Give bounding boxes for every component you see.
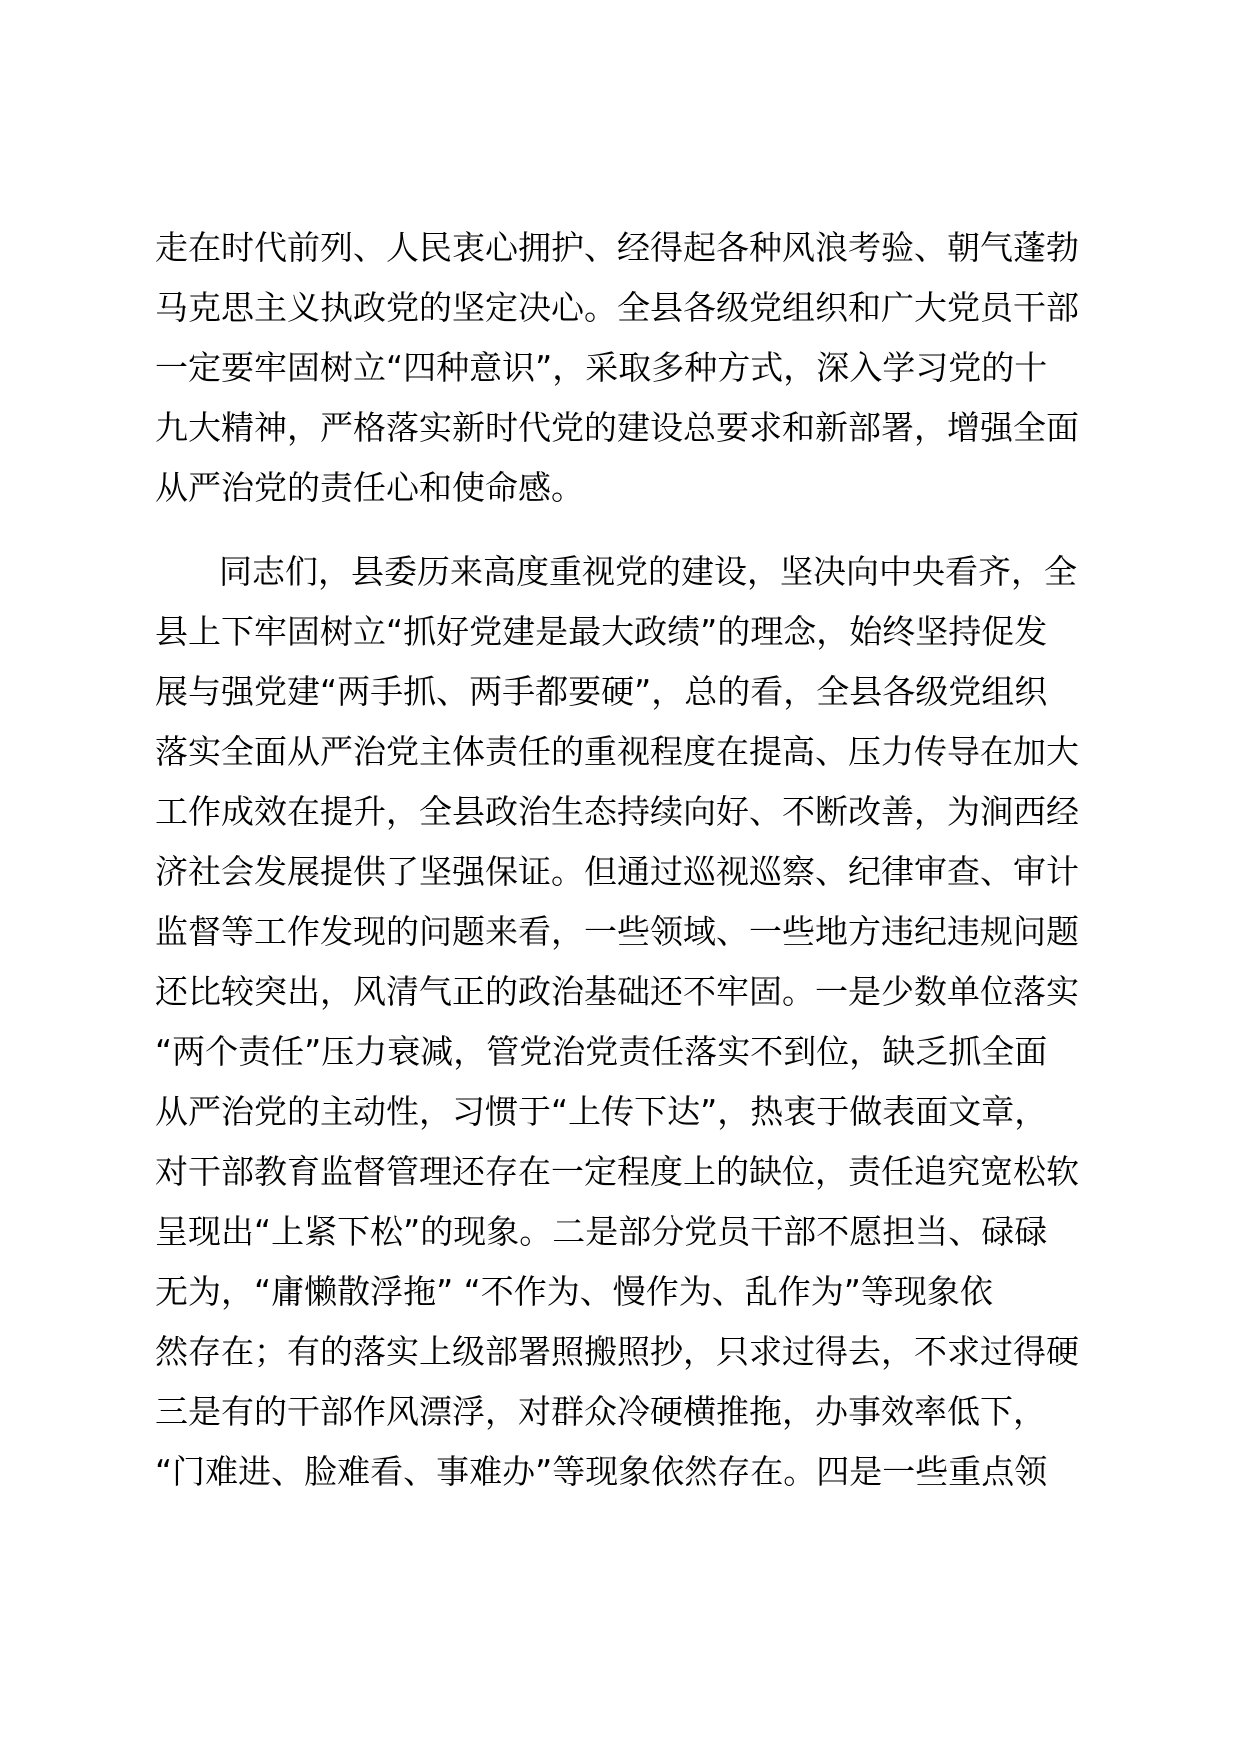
text-line: 从严治党的主动性，习惯于“上传下达”，热衷于做表面文章， [155, 1092, 1048, 1131]
text-line: 济社会发展提供了坚强保证。但通过巡视巡察、纪律审查、审计 [155, 852, 1079, 891]
text-line: 工作成效在提升，全县政治生态持续向好、不断改善，为涧西经 [155, 792, 1079, 831]
text-line: 对干部教育监督管理还存在一定程度上的缺位，责任追究宽松软 [155, 1152, 1079, 1191]
text-line: “门难进、脸难看、事难办”等现象依然存在。四是一些重点领 [155, 1452, 1048, 1491]
paragraph-1 [155, 218, 1105, 518]
text-line: 然存在；有的落实上级部署照搬照抄，只求过得去，不求过得硬 [155, 1332, 1079, 1371]
text-line: 呈现出“上紧下松”的现象。二是部分党员干部不愿担当、碌碌 [155, 1212, 1048, 1251]
text-line: 监督等工作发现的问题来看，一些领域、一些地方违纪违规问题 [155, 912, 1079, 951]
text-line: 展与强党建“两手抓、两手都要硬”，总的看，全县各级党组织 [155, 672, 1048, 711]
text-line: “两个责任”压力衰减，管党治党责任落实不到位，缺乏抓全面 [155, 1032, 1048, 1071]
text-line: 同志们，县委历来高度重视党的建设，坚决向中央看齐，全 [219, 552, 1077, 591]
text-line: 无为，“庸懒散浮拖” “不作为、慢作为、乱作为”等现象依 [155, 1272, 993, 1311]
paragraph-2 [155, 542, 1105, 1502]
text-line: 还比较突出，风清气正的政治基础还不牢固。一是少数单位落实 [155, 972, 1079, 1011]
text-line: 落实全面从严治党主体责任的重视程度在提高、压力传导在加大 [155, 732, 1079, 771]
text-line: 走在时代前列、人民衷心拥护、经得起各种风浪考验、朝气蓬勃 [155, 228, 1079, 267]
text-line: 县上下牢固树立“抓好党建是最大政绩”的理念，始终坚持促发 [155, 612, 1048, 651]
text-line: 一定要牢固树立“四种意识”，采取多种方式，深入学习党的十 [155, 348, 1048, 387]
text-line: 从严治党的责任心和使命感。 [155, 468, 584, 507]
text-line: 三是有的干部作风漂浮，对群众冷硬横推拖，办事效率低下， [155, 1392, 1046, 1431]
text-line: 九大精神，严格落实新时代党的建设总要求和新部署，增强全面 [155, 408, 1079, 447]
text-line: 马克思主义执政党的坚定决心。全县各级党组织和广大党员干部 [155, 288, 1079, 327]
